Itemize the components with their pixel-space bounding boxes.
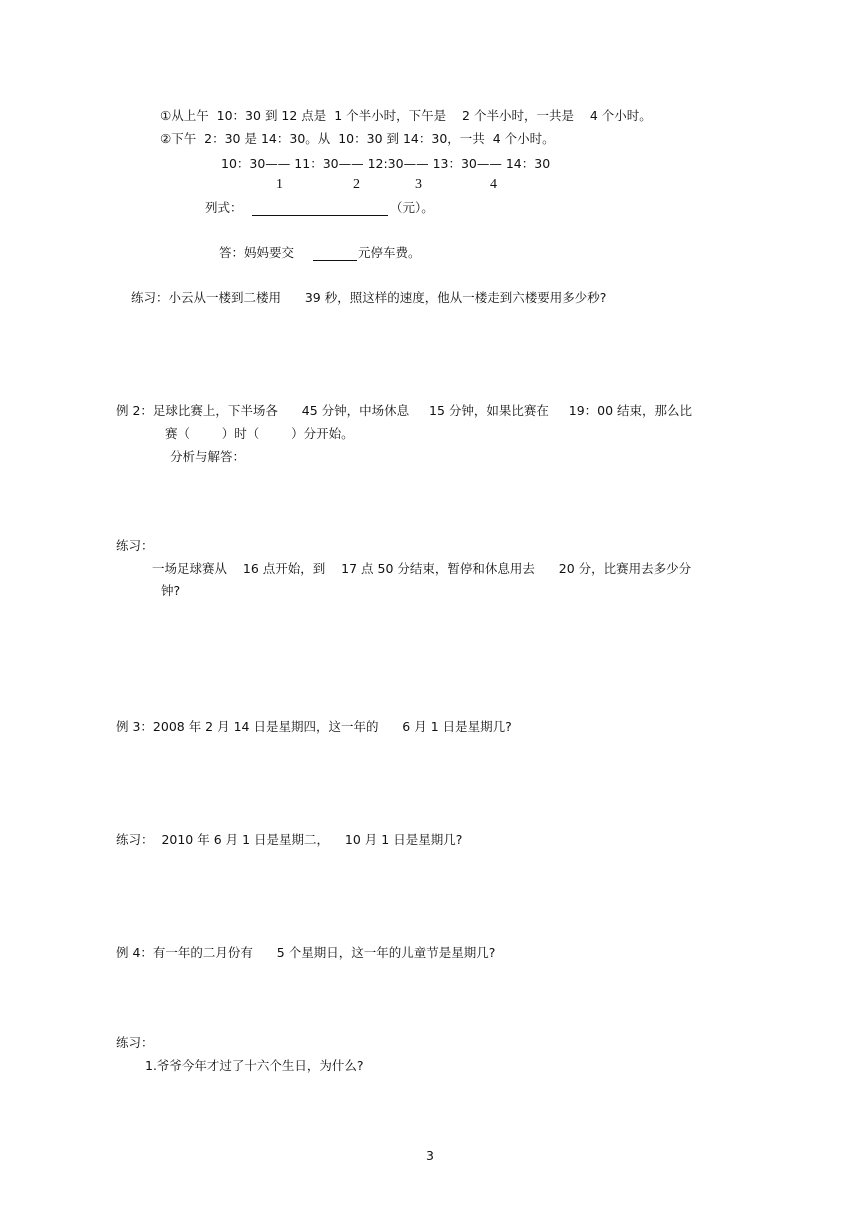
practice-2-line-2: 钟? <box>161 583 181 598</box>
practice-2-line-1: 一场足球赛从 16 点开始，到 17 点 50 分结束，暂停和休息用去 20 分，比赛用去多少分 <box>152 561 692 576</box>
solution-step-1: ①从上午 10：30 到 12 点是 1 个半小时，下午是 2 个半小时，一共是 4 个小时。 <box>160 108 652 123</box>
timeline-count-2: 2 <box>353 177 360 192</box>
practice-2-label: 练习： <box>116 538 154 553</box>
example-2-line-2: 赛（ ）时（ ）分开始。 <box>165 426 354 441</box>
formula-blank <box>252 215 388 216</box>
practice-3: 练习： 2010 年 6 月 1 日是星期二， 10 月 1 日是星期几? <box>116 832 463 847</box>
formula-label: 列式： <box>205 200 243 215</box>
practice-4-item-1: 1.爷爷今年才过了十六个生日，为什么? <box>145 1058 364 1073</box>
page-number: 3 <box>426 1148 434 1163</box>
answer-suffix: 元停车费。 <box>358 245 421 260</box>
practice-1: 练习：小云从一楼到二楼用 39 秒，照这样的速度，他从一楼走到六楼要用多少秒? <box>131 290 607 305</box>
timeline-count-4: 4 <box>490 177 497 192</box>
answer-blank <box>313 260 357 261</box>
timeline: 10：30—— 11：30—— 12:30—— 13：30—— 14：30 <box>221 156 551 171</box>
solution-step-2: ②下午 2：30 是 14：30。从 10：30 到 14：30，一共 4 个小时。 <box>160 131 555 146</box>
example-2-line-1: 例 2：足球比赛上，下半场各 45 分钟，中场休息 15 分钟，如果比赛在 19：00 结束，那么比 <box>116 403 693 418</box>
timeline-count-3: 3 <box>415 177 422 192</box>
practice-4-label: 练习： <box>116 1035 154 1050</box>
example-3: 例 3：2008 年 2 月 14 日是星期四，这一年的 6 月 1 日是星期几? <box>116 719 512 734</box>
formula-suffix: （元）。 <box>390 200 434 215</box>
example-4: 例 4：有一年的二月份有 5 个星期日，这一年的儿童节是星期几? <box>116 945 496 960</box>
answer-prefix: 答：妈妈要交 <box>219 245 295 260</box>
example-2-analysis: 分析与解答： <box>170 449 246 464</box>
timeline-count-1: 1 <box>276 177 283 192</box>
